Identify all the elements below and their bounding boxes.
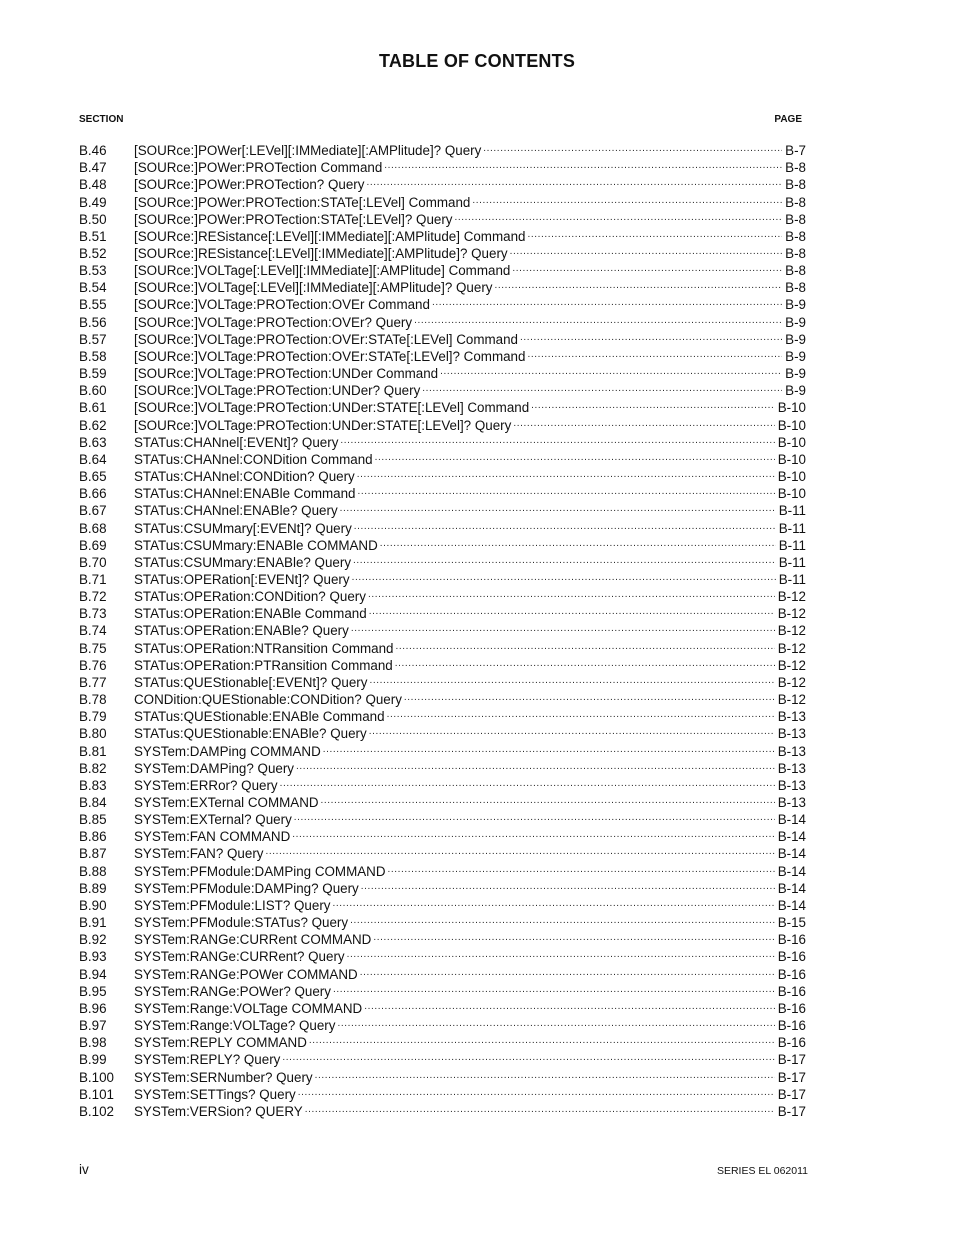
toc-dot-leader [369, 674, 774, 691]
toc-entry-title: [SOURce:]VOLTage:PROTection:OVEr Command [134, 297, 430, 313]
toc-entry-number: B.55 [79, 297, 107, 313]
toc-dot-leader [531, 399, 775, 416]
toc-entry-number: B.87 [79, 846, 107, 862]
toc-dot-leader [510, 245, 783, 262]
toc-entry-page: B-16 [777, 1018, 806, 1034]
toc-entry[interactable] [79, 657, 806, 674]
toc-entry-title: [SOURce:]RESistance[:LEVel][:IMMediate][:AMPlitude]? Query [134, 246, 508, 262]
toc-entry-number: B.50 [79, 211, 107, 227]
toc-dot-leader [323, 743, 775, 760]
toc-entry-number: B.72 [79, 589, 107, 605]
toc-entry-page: B-16 [777, 1000, 806, 1016]
toc-entry[interactable] [79, 159, 806, 176]
toc-entry-number: B.75 [79, 640, 107, 656]
toc-dot-leader [333, 983, 775, 1000]
toc-entry[interactable] [79, 142, 806, 159]
toc-entry[interactable] [79, 399, 806, 416]
toc-entry-number: B.66 [79, 486, 107, 502]
toc-dot-leader [361, 880, 775, 897]
toc-entry-title: STATus:QUEStionable:ENABle? Query [134, 726, 367, 742]
toc-dot-leader [368, 588, 775, 605]
toc-entry-number: B.67 [79, 503, 107, 519]
toc-entry-page: B-11 [778, 537, 806, 553]
toc-entry[interactable] [79, 434, 806, 451]
toc-dot-leader [369, 605, 775, 622]
toc-entry[interactable] [79, 537, 806, 554]
toc-entry[interactable] [79, 1068, 806, 1085]
toc-entry-title: [SOURce:]VOLTage:PROTection:OVEr:STATe[:LEVel] Command [134, 331, 519, 347]
toc-entry-number: B.62 [79, 417, 107, 433]
toc-entry-page: B-14 [777, 863, 806, 879]
toc-entry-title: STATus:OPERation:PTRansition Command [134, 657, 393, 673]
toc-entry-page: B-16 [777, 949, 806, 965]
toc-entry-number: B.81 [79, 743, 107, 759]
toc-dot-leader [387, 708, 775, 725]
toc-entry-title: STATus:QUEStionable[:EVENt]? Query [134, 674, 368, 690]
toc-entry-page: B-8 [785, 177, 806, 193]
toc-entry[interactable] [79, 519, 806, 536]
page-number: iv [79, 1162, 89, 1177]
toc-entry[interactable] [79, 502, 806, 519]
toc-entry-number: B.54 [79, 280, 107, 296]
toc-entry-page: B-12 [777, 640, 806, 656]
toc-entry-title: SYSTem:DAMPing COMMAND [134, 743, 321, 759]
toc-entry-title: SYSTem:DAMPing? Query [134, 760, 295, 776]
toc-entry[interactable] [79, 640, 806, 657]
toc-entry-number: B.53 [79, 263, 107, 279]
toc-entry-page: B-9 [785, 297, 806, 313]
toc-entry-title: SYSTem:FAN? Query [134, 846, 264, 862]
toc-dot-leader [366, 176, 782, 193]
toc-entry-title: STATus:CHANnel[:EVENt]? Query [134, 434, 339, 450]
toc-dot-leader [440, 365, 782, 382]
toc-entry-page: B-17 [777, 1086, 806, 1102]
toc-entry-number: B.82 [79, 760, 107, 776]
toc-entry[interactable] [79, 794, 806, 811]
toc-list [79, 142, 806, 1120]
toc-entry-title: [SOURce:]RESistance[:LEVel][:IMMediate][:AMPlitude] Command [134, 228, 526, 244]
toc-entry-page: B-11 [778, 571, 806, 587]
toc-entry[interactable] [79, 417, 806, 434]
toc-entry-page: B-8 [785, 160, 806, 176]
toc-entry-page: B-13 [777, 760, 806, 776]
toc-entry-number: B.92 [79, 932, 107, 948]
toc-entry-number: B.65 [79, 469, 107, 485]
toc-entry-page: B-9 [785, 331, 806, 347]
toc-entry-number: B.84 [79, 795, 107, 811]
toc-entry-title: SYSTem:RANGe:CURRent COMMAND [134, 932, 372, 948]
toc-entry-title: SYSTem:PFModule:DAMPing COMMAND [134, 863, 386, 879]
toc-dot-leader [483, 142, 782, 159]
toc-entry[interactable] [79, 948, 806, 965]
toc-entry-title: SYSTem:RANGe:CURRent? Query [134, 949, 345, 965]
toc-entry-number: B.48 [79, 177, 107, 193]
toc-entry-number: B.56 [79, 314, 107, 330]
toc-dot-leader [520, 331, 782, 348]
document-series: SERIES EL 062011 [716, 1165, 808, 1177]
toc-entry-title: STATus:CSUMmary:ENABle COMMAND [134, 537, 378, 553]
toc-entry-page: B-13 [777, 709, 806, 725]
toc-entry-number: B.71 [79, 571, 107, 587]
toc-entry-number: B.68 [79, 520, 107, 536]
toc-entry-number: B.58 [79, 348, 107, 364]
page-title: TABLE OF CONTENTS [378, 51, 576, 71]
toc-entry[interactable] [79, 897, 806, 914]
toc-entry-page: B-8 [785, 211, 806, 227]
toc-entry-title: SYSTem:PFModule:LIST? Query [134, 897, 331, 913]
toc-entry[interactable] [79, 914, 806, 931]
toc-entry-title: CONDition:QUEStionable:CONDition? Query [134, 692, 402, 708]
toc-entry[interactable] [79, 966, 806, 983]
toc-dot-leader [321, 794, 775, 811]
toc-entry-title: STATus:CSUMmary:ENABle? Query [134, 554, 352, 570]
toc-entry-number: B.85 [79, 812, 107, 828]
toc-entry-title: [SOURce:]VOLTage:PROTection:UNDer Command [134, 366, 439, 382]
toc-entry[interactable] [79, 331, 806, 348]
toc-entry-title: SYSTem:EXTernal COMMAND [134, 795, 319, 811]
toc-dot-leader [414, 314, 782, 331]
toc-dot-leader [282, 1051, 774, 1068]
toc-entry-title: SYSTem:SETTings? Query [134, 1086, 296, 1102]
toc-entry[interactable] [79, 262, 806, 279]
toc-entry-title: [SOURce:]VOLTage:PROTection:OVEr? Query [134, 314, 413, 330]
toc-entry-page: B-12 [777, 606, 806, 622]
toc-dot-leader [280, 777, 775, 794]
toc-entry-page: B-8 [785, 280, 806, 296]
toc-entry[interactable] [79, 674, 806, 691]
toc-entry-page: B-13 [777, 795, 806, 811]
toc-entry-number: B.60 [79, 383, 107, 399]
toc-entry-title: STATus:CHANnel:ENABle Command [134, 486, 356, 502]
toc-entry[interactable] [79, 708, 806, 725]
toc-entry-title: [SOURce:]VOLTage[:LEVel][:IMMediate][:AMPlitude]? Query [134, 280, 493, 296]
toc-entry-title: [SOURce:]POWer:PROTection Command [134, 160, 383, 176]
toc-entry-page: B-9 [785, 314, 806, 330]
toc-entry-page: B-13 [777, 777, 806, 793]
toc-entry-title: STATus:OPERation:ENABle Command [134, 606, 367, 622]
toc-dot-leader [340, 434, 774, 451]
toc-dot-leader [375, 451, 775, 468]
toc-entry-number: B.51 [79, 228, 107, 244]
toc-entry-number: B.97 [79, 1018, 107, 1034]
toc-entry[interactable] [79, 845, 806, 862]
toc-entry-page: B-10 [777, 400, 806, 416]
toc-entry-number: B.83 [79, 777, 107, 793]
toc-entry-title: STATus:OPERation[:EVENt]? Query [134, 571, 350, 587]
toc-entry-title: STATus:OPERation:CONDition? Query [134, 589, 366, 605]
toc-entry-title: [SOURce:]VOLTage:PROTection:OVEr:STATe[:LEVel]? Command [134, 348, 526, 364]
toc-entry-page: B-10 [777, 469, 806, 485]
toc-entry-title: SYSTem:Range:VOLTage? Query [134, 1018, 336, 1034]
toc-entry[interactable] [79, 742, 806, 759]
toc-entry[interactable] [79, 314, 806, 331]
toc-dot-leader [404, 691, 775, 708]
toc-dot-leader [351, 622, 775, 639]
toc-dot-leader [266, 845, 775, 862]
toc-entry-page: B-17 [777, 1052, 806, 1068]
toc-entry-page: B-12 [777, 674, 806, 690]
toc-entry[interactable] [79, 605, 806, 622]
toc-entry-title: SYSTem:REPLY COMMAND [134, 1035, 307, 1051]
toc-dot-leader [340, 502, 776, 519]
toc-entry[interactable] [79, 211, 806, 228]
toc-entry[interactable] [79, 1000, 806, 1017]
toc-entry-title: SYSTem:EXTernal? Query [134, 812, 292, 828]
toc-entry-page: B-14 [777, 812, 806, 828]
toc-entry-number: B.102 [79, 1103, 114, 1119]
toc-entry-page: B-14 [777, 897, 806, 913]
toc-entry-number: B.90 [79, 897, 107, 913]
toc-entry-page: B-9 [785, 366, 806, 382]
toc-dot-leader [455, 211, 783, 228]
toc-dot-leader [380, 537, 776, 554]
toc-entry-page: B-15 [777, 915, 806, 931]
toc-entry-title: STATus:OPERation:NTRansition Command [134, 640, 394, 656]
toc-entry-page: B-16 [777, 983, 806, 999]
toc-dot-leader [384, 159, 782, 176]
toc-entry[interactable] [79, 1086, 806, 1103]
toc-entry[interactable] [79, 1017, 806, 1034]
toc-entry-number: B.64 [79, 451, 107, 467]
toc-entry-page: B-10 [777, 417, 806, 433]
toc-dot-leader [332, 897, 774, 914]
toc-dot-leader [513, 417, 774, 434]
toc-entry[interactable] [79, 468, 806, 485]
toc-entry-number: B.70 [79, 554, 107, 570]
toc-dot-leader [358, 485, 775, 502]
toc-entry-number: B.98 [79, 1035, 107, 1051]
toc-dot-leader [309, 1034, 775, 1051]
toc-entry[interactable] [79, 1034, 806, 1051]
toc-entry-number: B.88 [79, 863, 107, 879]
toc-entry-page: B-8 [785, 263, 806, 279]
toc-entry-title: STATus:CSUMmary[:EVENt]? Query [134, 520, 352, 536]
toc-entry-number: B.59 [79, 366, 107, 382]
toc-entry-number: B.99 [79, 1052, 107, 1068]
toc-entry[interactable] [79, 451, 806, 468]
toc-dot-leader [354, 520, 776, 537]
toc-entry-title: STATus:QUEStionable:ENABle Command [134, 709, 385, 725]
toc-entry[interactable] [79, 863, 806, 880]
toc-entry-title: [SOURce:]POWer[:LEVel][:IMMediate][:AMPlitude]? Query [134, 143, 482, 159]
toc-dot-leader [360, 966, 775, 983]
toc-entry-title: [SOURce:]VOLTage:PROTection:UNDer:STATE[:LEVel]? Query [134, 417, 512, 433]
toc-entry-number: B.101 [79, 1086, 114, 1102]
toc-entry-page: B-11 [778, 520, 806, 536]
toc-entry-number: B.77 [79, 674, 107, 690]
toc-entry-title: [SOURce:]POWer:PROTection? Query [134, 177, 365, 193]
toc-entry-number: B.57 [79, 331, 107, 347]
toc-entry-title: SYSTem:REPLY? Query [134, 1052, 281, 1068]
toc-entry[interactable] [79, 279, 806, 296]
toc-entry[interactable] [79, 296, 806, 313]
toc-entry-number: B.46 [79, 143, 107, 159]
toc-dot-leader [337, 1017, 774, 1034]
toc-dot-leader [472, 194, 782, 211]
toc-entry-page: B-12 [777, 692, 806, 708]
toc-dot-leader [292, 828, 774, 845]
toc-entry-number: B.63 [79, 434, 107, 450]
toc-entry-number: B.47 [79, 160, 107, 176]
toc-entry-number: B.78 [79, 692, 107, 708]
toc-entry[interactable] [79, 348, 806, 365]
toc-entry-number: B.74 [79, 623, 107, 639]
toc-entry-number: B.69 [79, 537, 107, 553]
toc-entry[interactable] [79, 245, 806, 262]
toc-entry[interactable] [79, 176, 806, 193]
toc-dot-leader [494, 279, 782, 296]
toc-dot-leader [432, 296, 782, 313]
toc-entry-page: B-14 [777, 829, 806, 845]
toc-entry-page: B-17 [777, 1103, 806, 1119]
toc-entry[interactable] [79, 365, 806, 382]
toc-dot-leader [369, 725, 775, 742]
toc-entry-number: B.49 [79, 194, 107, 210]
toc-dot-leader [352, 571, 776, 588]
toc-entry-title: [SOURce:]POWer:PROTection:STATe[:LEVel]? Query [134, 211, 453, 227]
toc-entry[interactable] [79, 554, 806, 571]
toc-dot-leader [350, 914, 775, 931]
toc-entry-page: B-8 [785, 246, 806, 262]
toc-dot-leader [527, 348, 782, 365]
toc-entry-number: B.100 [79, 1069, 114, 1085]
toc-entry-title: [SOURce:]VOLTage:PROTection:UNDer:STATE[:LEVel] Command [134, 400, 530, 416]
toc-entry[interactable] [79, 485, 806, 502]
toc-entry[interactable] [79, 983, 806, 1000]
toc-entry-page: B-8 [785, 194, 806, 210]
toc-dot-leader [512, 262, 782, 279]
toc-entry-page: B-16 [777, 1035, 806, 1051]
toc-dot-leader [353, 554, 776, 571]
toc-entry-page: B-14 [777, 880, 806, 896]
toc-entry[interactable] [79, 760, 806, 777]
toc-entry[interactable] [79, 725, 806, 742]
toc-entry[interactable] [79, 228, 806, 245]
toc-entry-page: B-12 [777, 589, 806, 605]
toc-entry-title: SYSTem:PFModule:STATus? Query [134, 915, 349, 931]
toc-dot-leader [294, 811, 775, 828]
toc-entry-title: SYSTem:FAN COMMAND [134, 829, 291, 845]
toc-dot-leader [395, 657, 775, 674]
toc-dot-leader [373, 931, 774, 948]
toc-entry-title: SYSTem:ERRor? Query [134, 777, 278, 793]
toc-entry-title: [SOURce:]POWer:PROTection:STATe[:LEVel] Command [134, 194, 471, 210]
toc-entry[interactable] [79, 588, 806, 605]
toc-entry[interactable] [79, 777, 806, 794]
toc-entry[interactable] [79, 931, 806, 948]
toc-entry-title: STATus:CHANnel:CONDition? Query [134, 469, 355, 485]
toc-entry[interactable] [79, 622, 806, 639]
toc-dot-leader [395, 640, 774, 657]
toc-entry-number: B.95 [79, 983, 107, 999]
toc-entry-page: B-9 [785, 383, 806, 399]
toc-entry-number: B.79 [79, 709, 107, 725]
toc-dot-leader [422, 382, 782, 399]
toc-dot-leader [298, 1086, 775, 1103]
toc-entry-title: STATus:CHANnel:ENABle? Query [134, 503, 338, 519]
toc-dot-leader [527, 228, 782, 245]
toc-entry-title: STATus:OPERation:ENABle? Query [134, 623, 349, 639]
toc-entry-number: B.52 [79, 246, 107, 262]
toc-entry-number: B.89 [79, 880, 107, 896]
toc-entry[interactable] [79, 691, 806, 708]
toc-entry-title: SYSTem:VERSion? QUERY [134, 1103, 303, 1119]
toc-entry-page: B-16 [777, 966, 806, 982]
toc-entry-page: B-11 [778, 554, 806, 570]
toc-entry-title: SYSTem:RANGe:POWer COMMAND [134, 966, 358, 982]
toc-dot-leader [357, 468, 775, 485]
toc-entry-title: [SOURce:]VOLTage:PROTection:UNDer? Query [134, 383, 421, 399]
toc-entry-page: B-11 [778, 503, 806, 519]
toc-entry-page: B-10 [777, 486, 806, 502]
toc-entry-number: B.91 [79, 915, 107, 931]
toc-entry-title: SYSTem:Range:VOLTage COMMAND [134, 1000, 363, 1016]
toc-entry-title: SYSTem:RANGe:POWer? Query [134, 983, 331, 999]
toc-entry[interactable] [79, 193, 806, 210]
toc-entry-page: B-13 [777, 726, 806, 742]
toc-entry-page: B-13 [777, 743, 806, 759]
toc-entry-title: SYSTem:SERNumber? Query [134, 1069, 313, 1085]
toc-entry-title: STATus:CHANnel:CONDition Command [134, 451, 373, 467]
toc-entry[interactable] [79, 382, 806, 399]
toc-dot-leader [315, 1069, 775, 1086]
toc-entry-number: B.76 [79, 657, 107, 673]
toc-entry-page: B-10 [777, 434, 806, 450]
toc-entry-number: B.93 [79, 949, 107, 965]
toc-entry-page: B-17 [777, 1069, 806, 1085]
toc-entry[interactable] [79, 828, 806, 845]
toc-entry-page: B-14 [777, 846, 806, 862]
toc-dot-leader [364, 1000, 774, 1017]
toc-entry-number: B.80 [79, 726, 107, 742]
toc-entry[interactable] [79, 1103, 806, 1120]
toc-entry-number: B.86 [79, 829, 107, 845]
toc-entry-page: B-16 [777, 932, 806, 948]
toc-entry-page: B-9 [785, 348, 806, 364]
toc-entry-number: B.61 [79, 400, 107, 416]
toc-dot-leader [296, 760, 775, 777]
toc-entry-title: [SOURce:]VOLTage[:LEVel][:IMMediate][:AMPlitude] Command [134, 263, 511, 279]
toc-entry-page: B-12 [777, 623, 806, 639]
toc-entry-page: B-8 [785, 228, 806, 244]
toc-entry-number: B.96 [79, 1000, 107, 1016]
toc-entry-number: B.94 [79, 966, 107, 982]
toc-entry[interactable] [79, 1051, 806, 1068]
toc-entry[interactable] [79, 571, 806, 588]
page-column-header: PAGE [774, 114, 802, 125]
toc-dot-leader [347, 948, 775, 965]
toc-entry-page: B-10 [777, 451, 806, 467]
section-column-header: SECTION [79, 114, 124, 125]
toc-entry[interactable] [79, 880, 806, 897]
toc-entry-title: SYSTem:PFModule:DAMPing? Query [134, 880, 359, 896]
toc-entry-page: B-7 [785, 143, 806, 159]
toc-entry-number: B.73 [79, 606, 107, 622]
toc-dot-leader [388, 863, 775, 880]
toc-entry-page: B-12 [777, 657, 806, 673]
toc-entry[interactable] [79, 811, 806, 828]
toc-dot-leader [305, 1103, 775, 1120]
